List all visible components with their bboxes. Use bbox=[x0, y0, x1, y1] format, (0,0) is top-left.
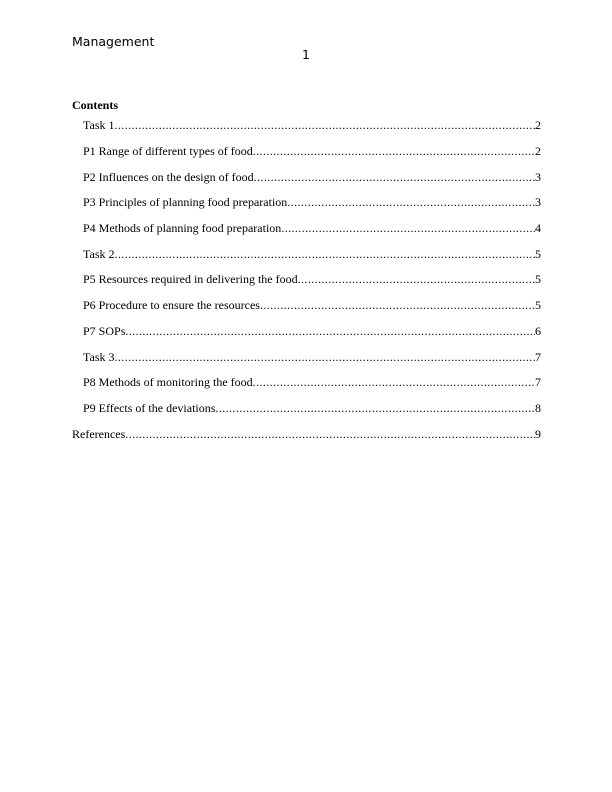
toc-entry-page: 4 bbox=[535, 221, 541, 235]
toc-entry-label: P3 Principles of planning food preparation bbox=[83, 195, 288, 209]
toc-entry-label: P8 Methods of monitoring the food bbox=[83, 375, 253, 389]
toc-entry-page: 6 bbox=[535, 324, 541, 338]
toc-entry[interactable] bbox=[72, 144, 541, 158]
toc-entry-label: P7 SOPs bbox=[83, 324, 126, 338]
toc-entry-label: Task 2 bbox=[83, 247, 115, 261]
toc-dot-leader bbox=[115, 350, 536, 364]
toc-dot-leader bbox=[260, 298, 535, 312]
toc-entry-page: 7 bbox=[535, 375, 541, 389]
toc-title: Contents bbox=[72, 98, 119, 112]
toc-entry-page: 9 bbox=[535, 427, 541, 441]
toc-dot-leader bbox=[253, 144, 535, 158]
toc-entry-page: 2 bbox=[535, 118, 541, 132]
toc-entry-page: 7 bbox=[535, 350, 541, 364]
toc-dot-leader bbox=[125, 427, 535, 441]
toc-dot-leader bbox=[125, 324, 535, 338]
toc-entry-label: P5 Resources required in delivering the food bbox=[83, 272, 298, 286]
toc-dot-leader bbox=[281, 221, 535, 235]
toc-dot-leader bbox=[298, 272, 535, 286]
toc-dot-leader bbox=[253, 375, 535, 389]
toc-entry[interactable] bbox=[72, 427, 541, 441]
toc-entry-page: 8 bbox=[535, 401, 541, 415]
toc-entry[interactable] bbox=[72, 401, 541, 415]
toc-entry-label: P9 Effects of the deviations bbox=[83, 401, 216, 415]
toc-entry-label: P6 Procedure to ensure the resources bbox=[83, 298, 260, 312]
toc-entry-page: 3 bbox=[535, 195, 541, 209]
page-number: 1 bbox=[302, 47, 310, 62]
toc-entry[interactable] bbox=[72, 247, 541, 261]
toc-entry[interactable] bbox=[72, 195, 541, 209]
toc-entry-label: P1 Range of different types of food bbox=[83, 144, 253, 158]
toc-entry-page: 5 bbox=[535, 298, 541, 312]
toc-entry-label: P4 Methods of planning food preparation bbox=[83, 221, 282, 235]
toc-dot-leader bbox=[115, 247, 536, 261]
toc-dot-leader bbox=[254, 170, 535, 184]
toc-entry-page: 5 bbox=[535, 247, 541, 261]
toc-entry[interactable] bbox=[72, 350, 541, 364]
toc-dot-leader bbox=[215, 401, 535, 415]
toc-entry[interactable] bbox=[72, 118, 541, 132]
toc-entry-page: 5 bbox=[535, 272, 541, 286]
toc-entry-page: 3 bbox=[535, 170, 541, 184]
toc-entry-page: 2 bbox=[535, 144, 541, 158]
toc-entry-label: Task 3 bbox=[83, 350, 115, 364]
toc-entry[interactable] bbox=[72, 221, 541, 235]
toc-entry[interactable] bbox=[72, 298, 541, 312]
toc-entry-label: References bbox=[72, 427, 126, 441]
toc-entry[interactable] bbox=[72, 272, 541, 286]
toc-dot-leader bbox=[115, 118, 536, 132]
toc-entry[interactable] bbox=[72, 324, 541, 338]
toc-entry-label: Task 1 bbox=[83, 118, 115, 132]
toc-entry-label: P2 Influences on the design of food bbox=[83, 170, 254, 184]
header-title: Management bbox=[72, 34, 155, 49]
toc-entry[interactable] bbox=[72, 170, 541, 184]
toc-dot-leader bbox=[287, 195, 535, 209]
toc-entry[interactable] bbox=[72, 375, 541, 389]
